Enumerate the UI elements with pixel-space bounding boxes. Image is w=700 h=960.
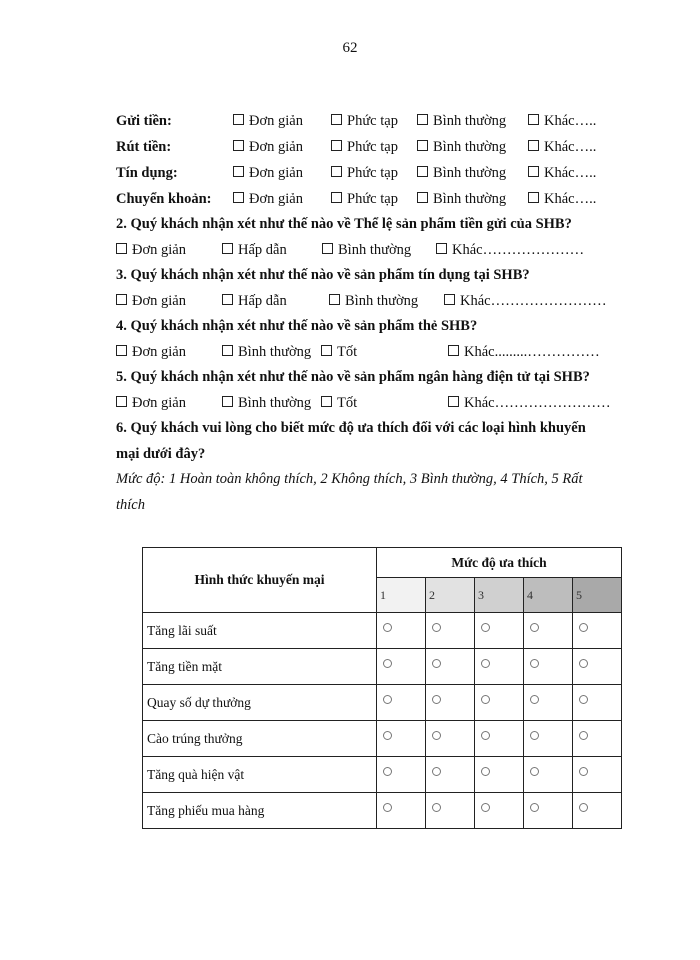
question-3-text: 3. Quý khách nhận xét như thế nào về sản phẩm tín dụng tại SHB? [116, 267, 530, 283]
q3-option[interactable]: Đơn giản [116, 293, 186, 310]
q3-option[interactable]: Khác…………………… [444, 293, 607, 310]
radio-button[interactable] [579, 731, 588, 740]
level-header-4: 4 [524, 578, 573, 613]
q5-option[interactable]: Đơn giản [116, 395, 186, 412]
level-header-1: 1 [377, 578, 426, 613]
radio-button[interactable] [579, 659, 588, 668]
checkbox-icon [233, 192, 244, 203]
radio-button[interactable] [530, 659, 539, 668]
q2-option[interactable]: Hấp dẫn [222, 242, 287, 259]
checkbox-icon [116, 243, 127, 254]
q1-option[interactable]: Bình thường [417, 139, 506, 156]
scale-description-line2: thích [116, 497, 145, 513]
checkbox-icon [448, 345, 459, 356]
table-header-level: Mức độ ưa thích [377, 548, 622, 578]
checkbox-icon [222, 243, 233, 254]
page-number: 62 [342, 40, 358, 56]
checkbox-icon [222, 396, 233, 407]
radio-button[interactable] [481, 731, 490, 740]
table-row [143, 649, 622, 685]
checkbox-icon [222, 345, 233, 356]
radio-button[interactable] [383, 659, 392, 668]
checkbox-icon [116, 345, 127, 356]
level-header-3: 3 [475, 578, 524, 613]
q1-option[interactable]: Đơn giản [233, 191, 303, 208]
table-row [143, 613, 622, 649]
radio-button[interactable] [383, 623, 392, 632]
question-5-text: 5. Quý khách nhận xét như thế nào về sản phẩm ngân hàng điện tử tại SHB? [116, 369, 590, 385]
level-header-2: 2 [426, 578, 475, 613]
checkbox-icon [322, 243, 333, 254]
checkbox-icon [417, 166, 428, 177]
table-row [143, 685, 622, 721]
scale-description-line1: Mức độ: 1 Hoàn toàn không thích, 2 Không thích, 3 Bình thường, 4 Thích, 5 Rất [116, 471, 583, 487]
checkbox-icon [417, 192, 428, 203]
checkbox-icon [331, 166, 342, 177]
row-label: Tăng tiền mặt [143, 649, 377, 685]
radio-button[interactable] [530, 803, 539, 812]
q1-option[interactable]: Phức tạp [331, 139, 398, 156]
q1-label-tin-dung: Tín dụng: [116, 165, 178, 181]
question-4-text: 4. Quý khách nhận xét như thế nào về sản phẩm thẻ SHB? [116, 318, 478, 334]
question-6-text-line2: mại dưới đây? [116, 446, 206, 462]
q3-option[interactable]: Hấp dẫn [222, 293, 287, 310]
question-6-text-line1: 6. Quý khách vui lòng cho biết mức độ ưa thích đối với các loại hình khuyến [116, 420, 586, 436]
radio-button[interactable] [481, 623, 490, 632]
q1-option[interactable]: Khác….. [528, 139, 596, 156]
radio-button[interactable] [530, 623, 539, 632]
row-label: Tăng lãi suất [143, 613, 377, 649]
q3-option[interactable]: Bình thường [329, 293, 418, 310]
promotion-preference-table [142, 547, 622, 829]
q2-option[interactable]: Bình thường [322, 242, 411, 259]
radio-button[interactable] [383, 767, 392, 776]
checkbox-icon [331, 140, 342, 151]
checkbox-icon [233, 140, 244, 151]
q4-option[interactable]: Khác.........…………… [448, 344, 600, 361]
checkbox-icon [116, 396, 127, 407]
q1-option[interactable]: Khác….. [528, 191, 596, 208]
q4-option[interactable]: Đơn giản [116, 344, 186, 361]
question-2-text: 2. Quý khách nhận xét như thế nào về Thể lệ sản phẩm tiền gửi của SHB? [116, 216, 572, 232]
checkbox-icon [528, 166, 539, 177]
q1-label-gui-tien: Gửi tiền: [116, 113, 172, 129]
q5-option[interactable]: Bình thường [222, 395, 311, 412]
level-header-5: 5 [573, 578, 622, 613]
table-header-form: Hình thức khuyến mại [143, 548, 377, 613]
q2-option[interactable]: Đơn giản [116, 242, 186, 259]
radio-button[interactable] [530, 731, 539, 740]
q4-option[interactable]: Tốt [321, 344, 357, 361]
q5-option[interactable]: Khác…………………… [448, 395, 611, 412]
q1-option[interactable]: Đơn giản [233, 165, 303, 182]
checkbox-icon [417, 114, 428, 125]
checkbox-icon [417, 140, 428, 151]
table-row [143, 757, 622, 793]
checkbox-icon [329, 294, 340, 305]
q1-label-rut-tien: Rút tiền: [116, 139, 172, 155]
q1-option[interactable]: Bình thường [417, 113, 506, 130]
radio-button[interactable] [432, 803, 441, 812]
checkbox-icon [321, 396, 332, 407]
q1-option[interactable]: Khác….. [528, 113, 596, 130]
q5-option[interactable]: Tốt [321, 395, 357, 412]
radio-button[interactable] [579, 767, 588, 776]
q1-option[interactable]: Phức tạp [331, 113, 398, 130]
row-label: Cào trúng thưởng [143, 721, 377, 757]
q1-option[interactable]: Bình thường [417, 191, 506, 208]
checkbox-icon [331, 114, 342, 125]
radio-button[interactable] [432, 731, 441, 740]
radio-button[interactable] [481, 659, 490, 668]
radio-button[interactable] [432, 767, 441, 776]
checkbox-icon [528, 114, 539, 125]
radio-button[interactable] [383, 695, 392, 704]
radio-button[interactable] [530, 767, 539, 776]
radio-button[interactable] [383, 803, 392, 812]
checkbox-icon [444, 294, 455, 305]
checkbox-icon [448, 396, 459, 407]
radio-button[interactable] [432, 695, 441, 704]
radio-button[interactable] [432, 659, 441, 668]
q1-option[interactable]: Đơn giản [233, 113, 303, 130]
radio-button[interactable] [432, 623, 441, 632]
checkbox-icon [528, 192, 539, 203]
row-label: Quay số dự thưởng [143, 685, 377, 721]
q2-option[interactable]: Khác………………… [436, 242, 584, 259]
q1-option[interactable]: Phức tạp [331, 165, 398, 182]
q1-option[interactable]: Phức tạp [331, 191, 398, 208]
radio-button[interactable] [579, 803, 588, 812]
radio-button[interactable] [481, 803, 490, 812]
table-row [143, 793, 622, 829]
checkbox-icon [233, 114, 244, 125]
radio-button[interactable] [383, 731, 392, 740]
checkbox-icon [116, 294, 127, 305]
checkbox-icon [528, 140, 539, 151]
row-label: Tăng quà hiện vật [143, 757, 377, 793]
q1-option[interactable]: Đơn giản [233, 139, 303, 156]
table-row [143, 721, 622, 757]
checkbox-icon [436, 243, 447, 254]
checkbox-icon [331, 192, 342, 203]
radio-button[interactable] [579, 695, 588, 704]
q1-option[interactable]: Khác….. [528, 165, 596, 182]
q1-option[interactable]: Bình thường [417, 165, 506, 182]
row-label: Tăng phiếu mua hàng [143, 793, 377, 829]
checkbox-icon [222, 294, 233, 305]
radio-button[interactable] [579, 623, 588, 632]
radio-button[interactable] [481, 695, 490, 704]
checkbox-icon [233, 166, 244, 177]
radio-button[interactable] [481, 767, 490, 776]
q1-label-chuyen-khoan: Chuyển khoản: [116, 191, 212, 207]
q4-option[interactable]: Bình thường [222, 344, 311, 361]
radio-button[interactable] [530, 695, 539, 704]
checkbox-icon [321, 345, 332, 356]
